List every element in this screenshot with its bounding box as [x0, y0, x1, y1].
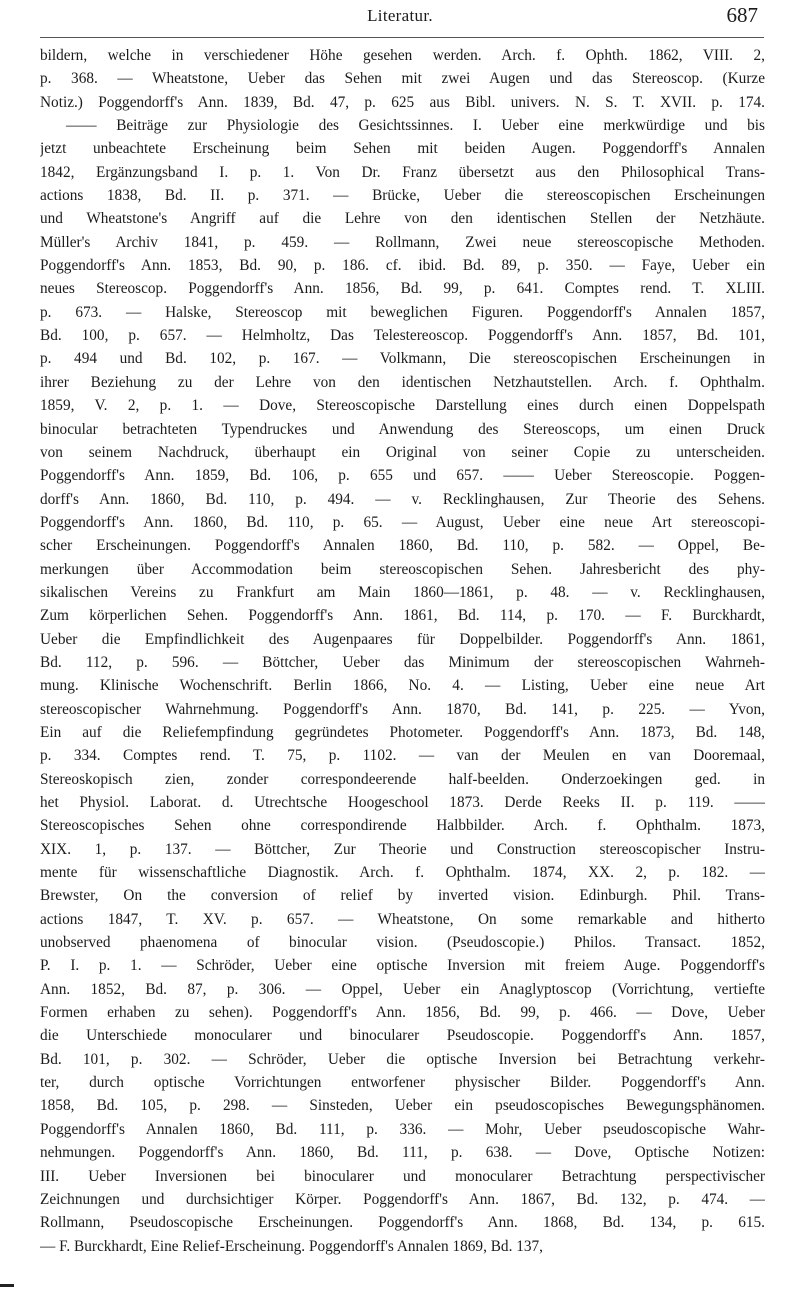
text-line: dorff's Ann. 1860, Bd. 110, p. 494. — v. Recklinghausen, Zur Theorie des Sehens. — [40, 490, 765, 508]
text-line: — F. Burckhardt, Eine Relief-Erscheinung. Poggendorff's Annalen 1869, Bd. 137, — [40, 1237, 543, 1255]
text-line: bildern, welche in verschiedener Höhe gesehen werden. Arch. f. Ophth. 1862, VIII. 2, — [40, 47, 765, 64]
text-line: von seinem Nachdruck, überhaupt ein Original von seiner Copie zu unterscheiden. — [40, 443, 765, 461]
text-line: Poggendorff's Annalen 1860, Bd. 111, p. 336. — Mohr, Ueber pseudoscopische Wahr- — [40, 1120, 765, 1138]
header-rule — [40, 37, 764, 38]
text-line: neues Stereoscop. Poggendorff's Ann. 1856, Bd. 99, p. 641. Comptes rend. T. XLIII. — [40, 280, 765, 298]
text-line: Stereoskopisch zien, zonder correspondeerende half-beelden. Onderzoekingen ged. in — [40, 770, 765, 788]
text-line: merkungen über Accommodation beim stereoscopischen Sehen. Jahresbericht des phy- — [40, 560, 765, 578]
text-line: Poggendorff's Ann. 1860, Bd. 110, p. 65. — August, Ueber eine neue Art stereoscopi- — [40, 513, 765, 531]
text-line: p. 368. — Wheatstone, Ueber das Sehen mit zwei Augen und das Stereoscop. (Kurze — [40, 70, 765, 88]
text-line: p. 673. — Halske, Stereoscop mit beweglichen Figuren. Poggendorff's Annalen 1857, — [40, 303, 765, 321]
text-line: Poggendorff's Ann. 1853, Bd. 90, p. 186. cf. ibid. Bd. 89, p. 350. — Faye, Ueber ein — [40, 257, 765, 275]
text-line: mente für wissenschaftliche Diagnostik. Arch. f. Ophthalm. 1874, XX. 2, p. 182. — — [40, 864, 765, 882]
text-line: het Physiol. Laborat. d. Utrechtsche Hoogeschool 1873. Derde Reeks II. p. 119. —— — [40, 794, 765, 811]
running-head — [0, 0, 800, 40]
bibliography-text — [40, 44, 765, 1258]
text-line: Ein auf die Reliefempfindung gegründetes Photometer. Poggendorff's Ann. 1873, Bd. 148, — [40, 723, 765, 741]
text-line: Stereoscopisches Sehen ohne correspondirende Halbbilder. Arch. f. Ophthalm. 1873, — [40, 817, 765, 835]
text-line: p. 494 und Bd. 102, p. 167. — Volkmann, Die stereoscopischen Erscheinungen in — [40, 350, 765, 368]
text-line: 1842, Ergänzungsband I. p. 1. Von Dr. Franz übersetzt aus den Philosophical Trans- — [40, 163, 765, 181]
text-line: Müller's Archiv 1841, p. 459. — Rollmann, Zwei neue stereoscopische Methoden. — [40, 233, 765, 251]
text-line: —— Beiträge zur Physiologie des Gesichtssinnes. I. Ueber eine merkwürdige und bis — [66, 117, 765, 135]
text-line: Zeichnungen und durchsichtiger Körper. Poggendorff's Ann. 1867, Bd. 132, p. 474. — — [40, 1190, 765, 1208]
text-line: Ann. 1852, Bd. 87, p. 306. — Oppel, Ueber ein Anaglyptoscop (Vorrichtung, vertiefte — [40, 980, 765, 998]
text-line: sikalischen Vereins zu Frankfurt am Main 1860—1861, p. 48. — v. Recklinghausen, — [40, 583, 765, 601]
text-line: XIX. 1, p. 137. — Böttcher, Zur Theorie und Construction stereoscopischer Instru- — [40, 840, 765, 858]
text-line: Brewster, On the conversion of relief by inverted vision. Edinburgh. Phil. Trans- — [40, 887, 765, 905]
text-line: stereoscopischer Wahrnehmung. Poggendorff's Ann. 1870, Bd. 141, p. 225. — Yvon, — [40, 700, 765, 718]
text-line: die Unterschiede monocularer und binocularer Pseudoscopie. Poggendorff's Ann. 1857, — [40, 1027, 765, 1045]
text-line: nehmungen. Poggendorff's Ann. 1860, Bd. 111, p. 638. — Dove, Optische Notizen: — [40, 1144, 765, 1162]
text-line: jetzt unbeachtete Erscheinung beim Sehen mit beiden Augen. Poggendorff's Annalen — [40, 140, 765, 158]
text-line: ihrer Beziehung zu der Lehre von den identischen Netzhautstellen. Arch. f. Ophthalm. — [40, 373, 765, 391]
page-edge-mark — [0, 1284, 14, 1287]
text-line: Formen erhaben zu sehen). Poggendorff's Ann. 1856, Bd. 99, p. 466. — Dove, Ueber — [40, 1004, 765, 1022]
text-line: Zum körperlichen Sehen. Poggendorff's Ann. 1861, Bd. 114, p. 170. — F. Burckhardt, — [40, 607, 765, 625]
text-line: p. 334. Comptes rend. T. 75, p. 1102. — van der Meulen en van Dooremaal, — [40, 747, 765, 765]
text-line: scher Erscheinungen. Poggendorff's Annalen 1860, Bd. 110, p. 582. — Oppel, Be- — [40, 537, 765, 555]
text-line: Notiz.) Poggendorff's Ann. 1839, Bd. 47, p. 625 aus Bibl. univers. N. S. T. XVII. p. 174. — [40, 93, 765, 111]
text-line: III. Ueber Inversionen bei binocularer und monocularer Betrachtung perspectivischer — [40, 1167, 765, 1185]
text-line: 1859, V. 2, p. 1. — Dove, Stereoscopische Darstellung eines durch einen Doppelspath — [40, 397, 765, 415]
page-number: 687 — [726, 3, 758, 27]
text-line: ter, durch optische Vorrichtungen entworfener physischer Bilder. Poggendorff's Ann. — [40, 1074, 765, 1092]
text-line: Ueber die Empfindlichkeit des Augenpaares für Doppelbilder. Poggendorff's Ann. 1861, — [40, 630, 765, 648]
text-line: unobserved phaenomena of binocular vision. (Pseudoscopie.) Philos. Transact. 1852, — [40, 934, 765, 952]
text-line: mung. Klinische Wochenschrift. Berlin 1866, No. 4. — Listing, Ueber eine neue Art — [40, 677, 765, 695]
text-line: actions 1847, T. XV. p. 657. — Wheatstone, On some remarkable and hitherto — [40, 910, 765, 928]
text-line: P. I. p. 1. — Schröder, Ueber eine optische Inversion mit freiem Auge. Poggendorff's — [40, 957, 765, 975]
running-head-title: Literatur. — [367, 6, 433, 25]
text-line: Bd. 100, p. 657. — Helmholtz, Das Telestereoscop. Poggendorff's Ann. 1857, Bd. 101, — [40, 327, 765, 345]
text-line: Poggendorff's Ann. 1859, Bd. 106, p. 655 und 657. —— Ueber Stereoscopie. Poggen- — [40, 467, 765, 485]
text-line: 1858, Bd. 105, p. 298. — Sinsteden, Ueber ein pseudoscopisches Bewegungsphänomen. — [40, 1097, 765, 1115]
text-line: actions 1838, Bd. II. p. 371. — Brücke, Ueber die stereoscopischen Erscheinungen — [40, 187, 765, 205]
text-line: Bd. 112, p. 596. — Böttcher, Ueber das Minimum der stereoscopischen Wahrneh- — [40, 653, 765, 671]
text-line: binocular betrachteten Typendruckes und Anwendung des Stereoscops, um einen Druck — [40, 420, 765, 438]
text-line: Rollmann, Pseudoscopische Erscheinungen. Poggendorff's Ann. 1868, Bd. 134, p. 615. — [40, 1214, 765, 1232]
text-line: und Wheatstone's Angriff auf die Lehre von den identischen Stellen der Netzhäute. — [40, 210, 765, 228]
text-line: Bd. 101, p. 302. — Schröder, Ueber die optische Inversion bei Betrachtung verkehr- — [40, 1050, 765, 1068]
